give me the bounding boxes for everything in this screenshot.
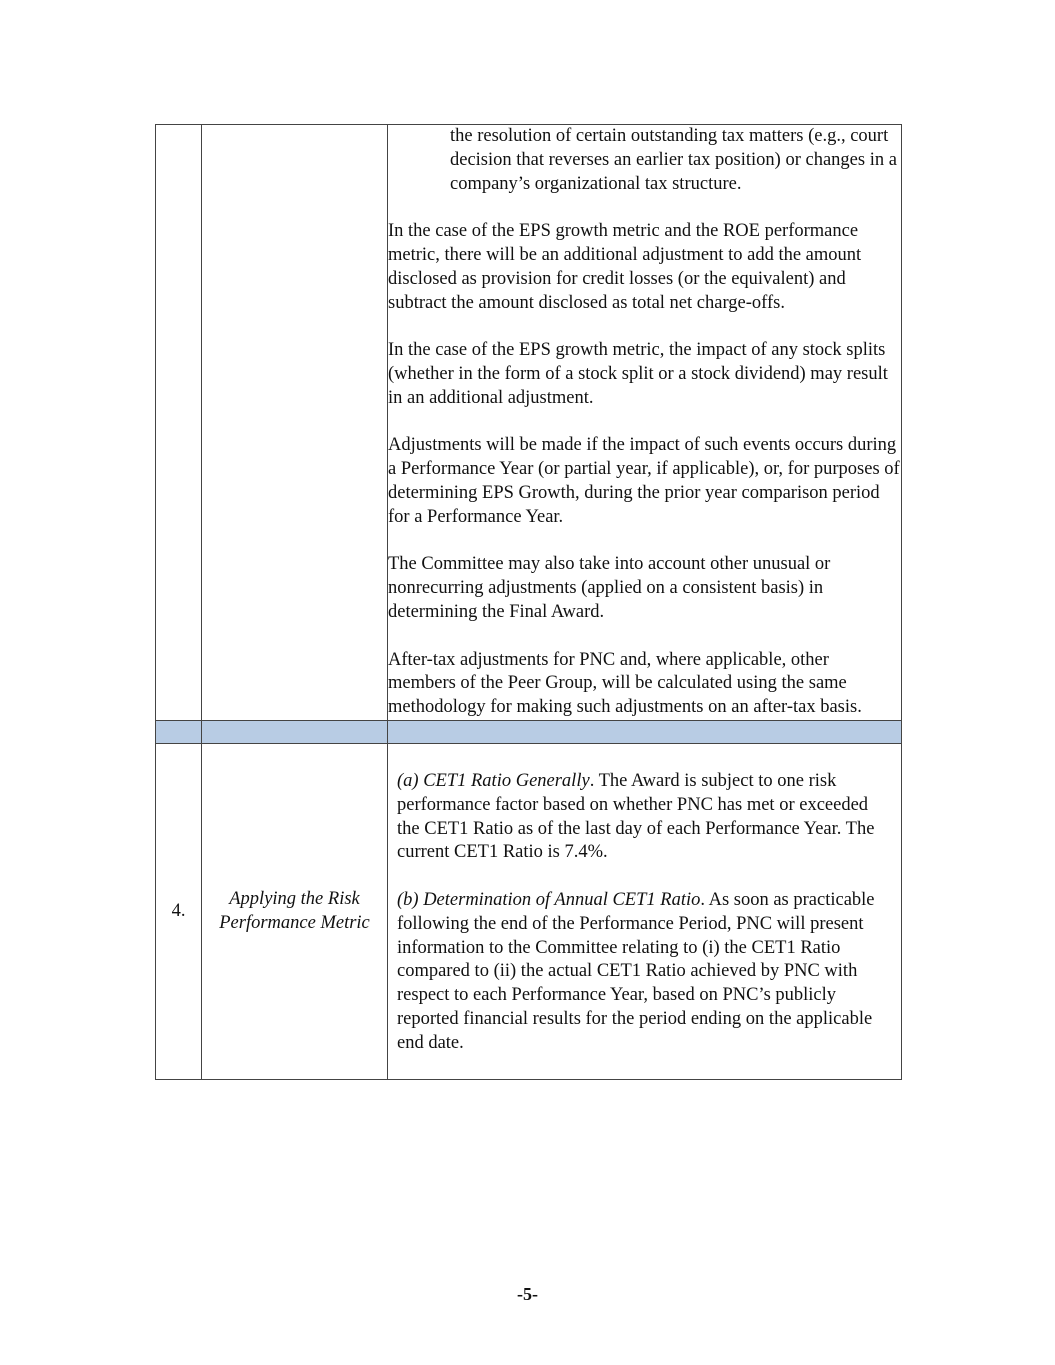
- number-cell-empty: [156, 125, 202, 721]
- continued-row: [156, 125, 902, 721]
- paragraph-adjustments-timing: Adjustments will be made if the impact of such events occurs during a Performance Year (or partial year, if applicable), or, for purposes of determining EPS Growth, during the prior year comparison period for a Performance Year.: [388, 435, 900, 527]
- title-cell-empty: [202, 125, 388, 721]
- section-title-text: Applying the Risk Performance Metric: [219, 888, 370, 933]
- paragraph-cet1-determination: [397, 889, 887, 1056]
- paragraph-stock-splits: In the case of the EPS growth metric, the impact of any stock splits (whether in the form of a stock split or a stock dividend) may result in an additional adjustment.: [388, 340, 888, 408]
- text-cet1-determination: . As soon as practicable following the end of the Performance Period, PNC will present information to the Committee relating to (i) the CET1 Ratio compared to (ii) the actual CET1 Ratio achieved by PNC with respect to each Performance Year, based on PNC’s publicly reported financial results for the period ending on the applicable end date.: [397, 889, 875, 1053]
- separator-row: [156, 720, 902, 743]
- separator-cell: [388, 720, 902, 743]
- section-title: [202, 743, 388, 1080]
- content-cell: [388, 125, 902, 721]
- terms-table: [155, 124, 902, 1080]
- heading-cet1-determination: (b) Determination of Annual CET1 Ratio: [397, 889, 701, 910]
- section-4-content: [388, 743, 902, 1080]
- section-number: 4.: [156, 743, 202, 1080]
- paragraph-nonrecurring: The Committee may also take into account other unusual or nonrecurring adjustments (applied on a consistent basis) in determining the Final Award.: [388, 554, 831, 622]
- text-cet1-generally: . The Award is subject to one risk performance factor based on whether PNC has met or exceeded the CET1 Ratio as of the last day of each Performance Year. The current CET1 Ratio is 7.4%.: [397, 770, 875, 863]
- section-4-row: [156, 743, 902, 1080]
- heading-cet1-generally: (a) CET1 Ratio Generally: [397, 770, 590, 791]
- separator-cell: [156, 720, 202, 743]
- paragraph-credit-losses: In the case of the EPS growth metric and the ROE performance metric, there will be an additional adjustment to add the amount disclosed as provision for credit losses (or the equivalent) and subtract the amount disclosed as total net charge-offs.: [388, 221, 862, 313]
- page-number: -5-: [517, 1284, 538, 1304]
- paragraph-after-tax: After-tax adjustments for PNC and, where applicable, other members of the Peer Group, will be calculated using the same methodology for making such adjustments on an after-tax basis.: [388, 649, 862, 718]
- paragraph-cet1-generally: [397, 770, 887, 865]
- separator-cell: [202, 720, 388, 743]
- bullet-continuation: the resolution of certain outstanding tax matters (e.g., court decision that reverses an earlier tax position) or changes in a company’s organizational tax structure.: [450, 126, 897, 194]
